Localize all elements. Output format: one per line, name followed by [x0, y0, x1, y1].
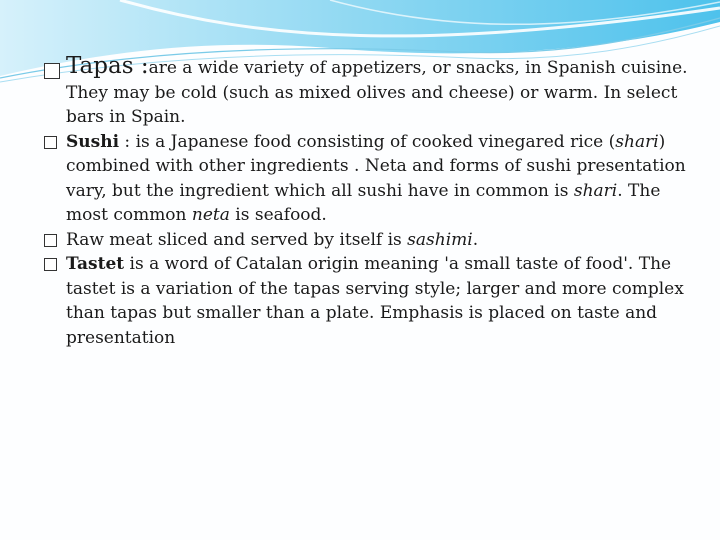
bullet-tastet [44, 252, 694, 350]
term-tapas: Tapas [66, 53, 134, 79]
bullet-box-icon [44, 136, 57, 149]
sushi-italic-shari-2: shari [573, 180, 618, 201]
sushi-text-2: ) combined with other ingredients . Neta and forms of sushi presentation vary, but the ingredient which all sushi have in common is [66, 131, 686, 201]
term-tastet: Tastet [66, 254, 125, 274]
slide-body [44, 54, 694, 350]
sushi-italic-shari: shari [615, 131, 659, 152]
sushi-italic-neta: neta [191, 205, 230, 225]
bullet-box-icon [44, 63, 60, 79]
sashimi-end: . [472, 229, 479, 250]
term-sushi: Sushi [66, 131, 120, 152]
sashimi-italic: sashimi [407, 229, 473, 250]
bullet-tapas [44, 54, 694, 130]
tastet-description: is a word of Catalan origin meaning 'a small taste of food'. The tastet is a variation of the tapas serving style; larger and more complex than tapas but smaller than a plate. Emphasis is placed on taste and presentation [66, 254, 684, 348]
sushi-text-1: : is a Japanese food consisting of cooked vinegared rice ( [119, 131, 616, 152]
tapas-description: are a wide variety of appetizers, or snacks, in Spanish cuisine. They may be cold (such as mixed olives and cheese) or warm. In select bars in Spain. [66, 58, 688, 127]
bullet-sushi [44, 130, 694, 228]
bullet-box-icon [44, 258, 57, 271]
bullet-sashimi [44, 228, 694, 253]
bullet-box-icon [44, 234, 57, 247]
sushi-text-4: is seafood. [229, 205, 327, 225]
sashimi-text: Raw meat sliced and served by itself is [66, 229, 408, 250]
term-connector: : [133, 53, 149, 79]
sushi-text-3: . The most common [66, 180, 661, 225]
